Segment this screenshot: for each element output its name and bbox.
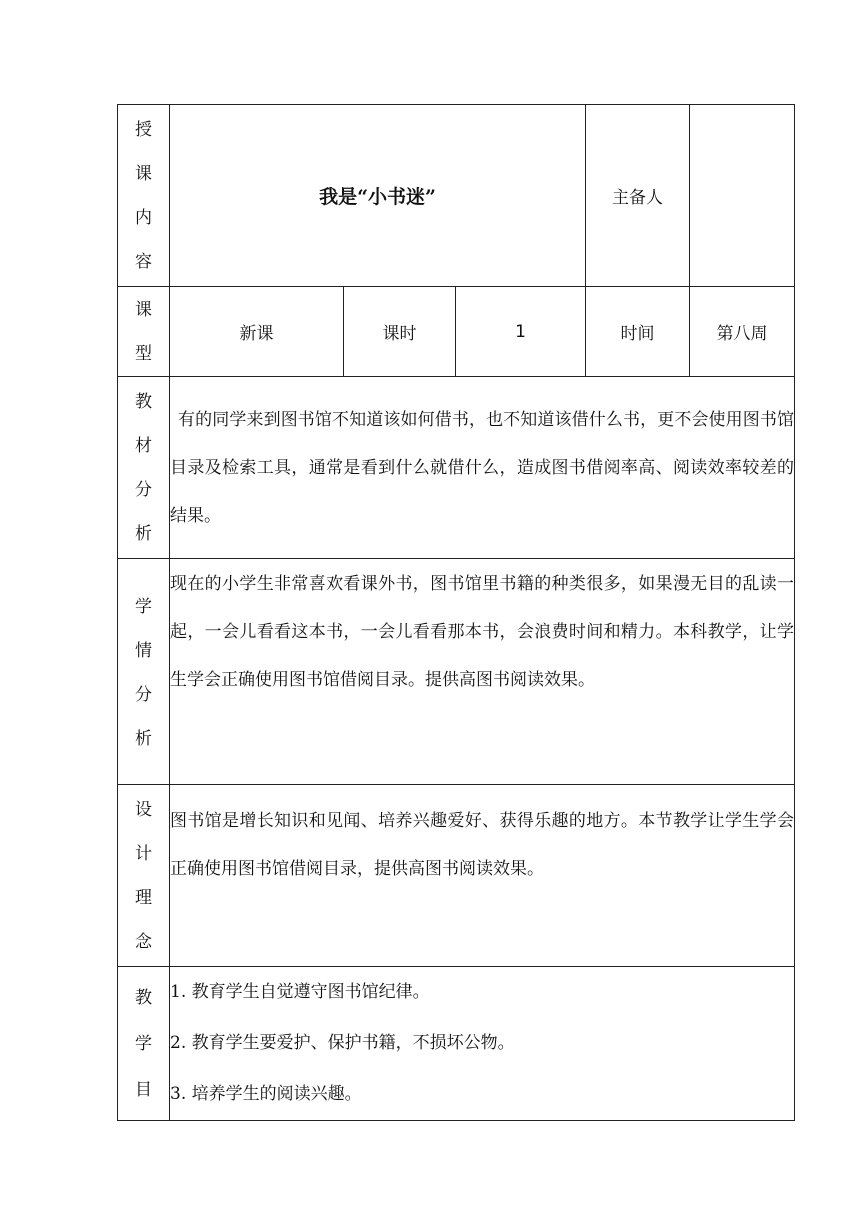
label-char: 设 — [135, 799, 152, 820]
goal-item: 1. 教育学生自觉遵守图书馆纪律。 — [170, 982, 430, 1002]
row-lesson-content — [118, 105, 795, 287]
label-char: 析 — [135, 523, 152, 544]
hours-value: 1 — [456, 287, 586, 377]
label-char: 念 — [135, 931, 152, 952]
label-char: 学 — [135, 597, 152, 617]
label-char: 课 — [135, 163, 152, 184]
label-char: 教 — [135, 391, 152, 412]
label-char: 容 — [135, 251, 152, 272]
label-char: 内 — [135, 207, 152, 228]
preparer-value — [690, 105, 795, 287]
hours-label: 课时 — [344, 287, 456, 377]
label-char: 析 — [135, 729, 152, 749]
label-char: 理 — [135, 887, 152, 908]
goal-item: 2. 教育学生要爱护、保护书籍，不损坏公物。 — [170, 1033, 515, 1053]
row-lesson-type — [118, 287, 795, 377]
label-char: 分 — [135, 479, 152, 500]
label-lesson-type — [118, 287, 170, 377]
label-char: 计 — [135, 843, 152, 864]
preparer-label: 主备人 — [586, 105, 690, 287]
teaching-goals-list — [170, 967, 795, 1121]
label-student-analysis — [118, 559, 170, 785]
row-design-concept — [118, 785, 795, 967]
row-student-analysis — [118, 559, 795, 785]
label-char: 目 — [135, 1079, 152, 1100]
label-char: 材 — [135, 435, 152, 456]
label-teaching-goals — [118, 967, 170, 1121]
goal-item: 3. 培养学生的阅读兴趣。 — [170, 1084, 362, 1104]
lesson-type-value: 新课 — [170, 287, 344, 377]
label-char: 教 — [135, 987, 152, 1008]
time-label: 时间 — [586, 287, 690, 377]
row-material-analysis — [118, 377, 795, 559]
lesson-plan-table — [117, 104, 795, 1121]
label-char: 分 — [135, 685, 152, 705]
label-char: 课 — [135, 299, 152, 320]
time-value: 第八周 — [690, 287, 795, 377]
student-analysis-text: 现在的小学生非常喜欢看课外书，图书馆里书籍的种类很多，如果漫无目的乱读一起，一会儿看看这本书，一会儿看看那本书，会浪费时间和精力。本科教学，让学生学会正确使用图书馆借阅目录。提供高图书阅读效果。 — [170, 559, 795, 785]
material-analysis-text: 有的同学来到图书馆不知道该如何借书，也不知道该借什么书，更不会使用图书馆目录及检索工具，通常是看到什么就借什么，造成图书借阅率高、阅读效率较差的结果。 — [170, 377, 795, 559]
lesson-title: 我是“小书迷” — [170, 105, 586, 287]
label-lesson-content — [118, 105, 170, 287]
label-char: 情 — [135, 641, 152, 661]
design-concept-text: 图书馆是增长知识和见闻、培养兴趣爱好、获得乐趣的地方。本节教学让学生学会正确使用图书馆借阅目录，提供高图书阅读效果。 — [170, 785, 795, 967]
label-char: 授 — [135, 119, 152, 140]
label-material-analysis — [118, 377, 170, 559]
label-char: 型 — [135, 343, 152, 364]
label-char: 学 — [135, 1033, 152, 1054]
row-teaching-goals — [118, 967, 795, 1121]
label-design-concept — [118, 785, 170, 967]
